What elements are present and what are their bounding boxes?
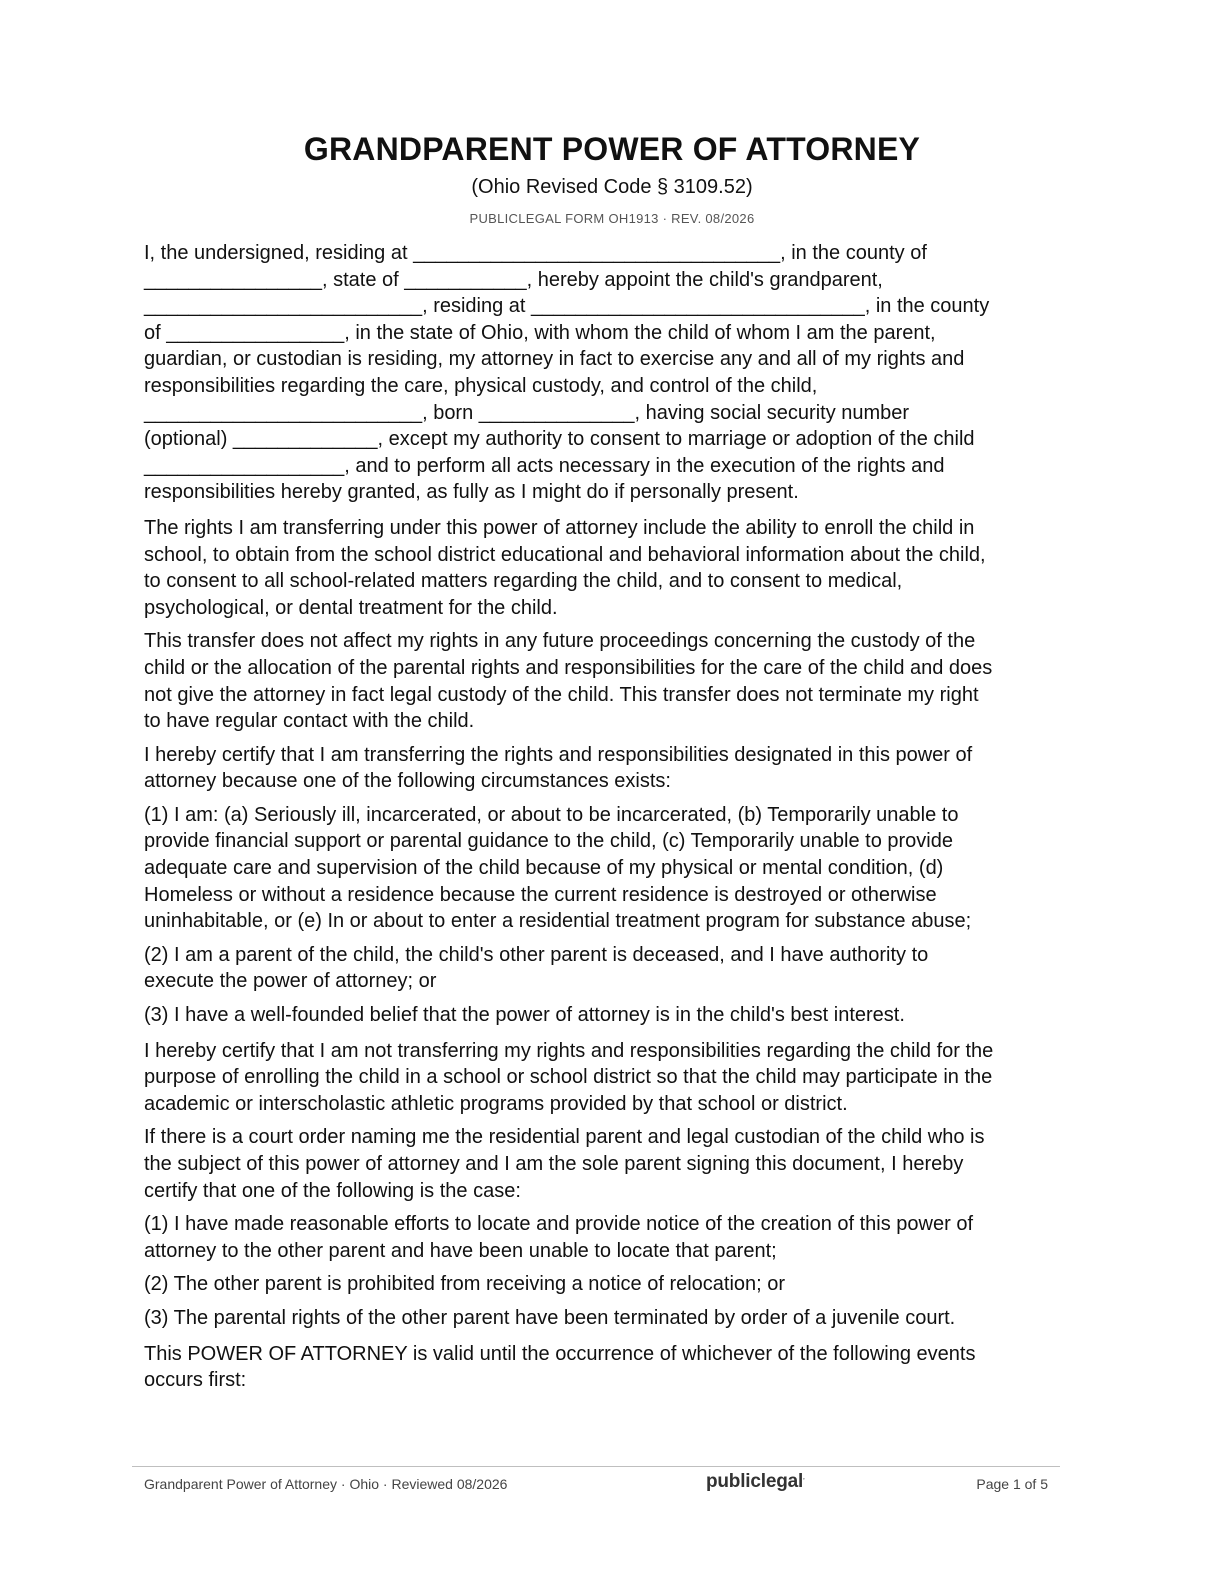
- circumstance-1: [144, 802, 1074, 935]
- text-line: Homeless or without a residence because the current residence is destroyed or otherwise: [144, 883, 937, 906]
- logo-mark-icon: ’: [803, 1477, 805, 1486]
- page-number: Page 1 of 5: [976, 1476, 1048, 1492]
- publiclegal-logo: [706, 1470, 805, 1494]
- footer-divider: [132, 1466, 1060, 1467]
- circumstance-2: [144, 942, 1074, 995]
- text-line: uninhabitable, or (e) In or about to enter a residential treatment program for substance abuse;: [144, 910, 972, 933]
- text-line: I hereby certify that I am not transferring my rights and responsibilities regarding the child for the: [144, 1039, 994, 1062]
- text-line: (1) I am: (a) Seriously ill, incarcerated, or about to be incarcerated, (b) Temporarily unable to: [144, 803, 959, 826]
- text-line: This transfer does not affect my rights in any future proceedings concerning the custody of the: [144, 630, 976, 653]
- text-line: execute the power of attorney; or: [144, 970, 437, 993]
- court-case-2: [144, 1271, 1074, 1298]
- text-line: The rights I am transferring under this power of attorney include the ability to enroll the child in: [144, 516, 975, 539]
- text-line: attorney because one of the following circumstances exists:: [144, 770, 671, 793]
- court-case-3: [144, 1305, 1074, 1332]
- text-line: _________________________, residing at ______________________________, in the county: [144, 295, 990, 318]
- appointment-paragraph: [144, 240, 1074, 506]
- text-line: _________________________, born ______________, having social security number: [144, 401, 910, 424]
- text-line: the subject of this power of attorney and I am the sole parent signing this document, I hereby: [144, 1153, 964, 1175]
- statute-citation: (Ohio Revised Code § 3109.52): [471, 176, 753, 198]
- text-line: provide financial support or parental guidance to the child, (c) Temporarily unable to provide: [144, 830, 953, 853]
- text-line: occurs first:: [144, 1369, 247, 1392]
- rights-paragraph: [144, 515, 1074, 621]
- text-line: This POWER OF ATTORNEY is valid until the occurrence of whichever of the following events: [144, 1342, 976, 1365]
- text-line: ________________, state of ___________, hereby appoint the child's grandparent,: [144, 268, 883, 291]
- text-line: (2) The other parent is prohibited from receiving a notice of relocation; or: [144, 1273, 786, 1296]
- text-line: (3) I have a well-founded belief that the power of attorney is in the child's best interest.: [144, 1004, 905, 1027]
- text-line: school, to obtain from the school district educational and behavioral information about the child,: [144, 543, 986, 566]
- transfer-effect-paragraph: [144, 628, 1074, 734]
- text-line: purpose of enrolling the child in a school or school district so that the child may participate in the: [144, 1066, 993, 1089]
- text-line: psychological, or dental treatment for the child.: [144, 596, 558, 619]
- text-line: certify that one of the following is the case:: [144, 1179, 521, 1202]
- document-title: GRANDPARENT POWER OF ATTORNEY: [303, 131, 921, 167]
- text-line: not give the attorney in fact legal custody of the child. This transfer does not terminate my right: [144, 683, 979, 706]
- text-line: responsibilities regarding the care, physical custody, and control of the child,: [144, 374, 818, 397]
- text-line: to consent to all school-related matters regarding the child, and to consent to medical,: [144, 570, 903, 593]
- text-line: (3) The parental rights of the other parent have been terminated by order of a juvenile court.: [144, 1306, 956, 1329]
- text-line: If there is a court order naming me the residential parent and legal custodian of the child who is: [144, 1126, 985, 1149]
- logo-wordmark: publiclegal: [706, 1471, 804, 1492]
- text-line: guardian, or custodian is residing, my attorney in fact to exercise any and all of my rights and: [144, 348, 965, 371]
- text-line: child or the allocation of the parental rights and responsibilities for the care of the child and does: [144, 656, 993, 679]
- text-line: __________________, and to perform all acts necessary in the execution of the rights and: [144, 454, 945, 477]
- form-identifier: PUBLICLEGAL FORM OH1913 · REV. 08/2026: [469, 211, 755, 226]
- footer-document-info: Grandparent Power of Attorney · Ohio · Reviewed 08/2026: [144, 1476, 508, 1492]
- document-body: [144, 240, 1074, 1401]
- text-line: adequate care and supervision of the child because of my physical or mental condition, (d): [144, 857, 944, 880]
- text-line: (1) I have made reasonable efforts to locate and provide notice of the creation of this power of: [144, 1213, 974, 1236]
- text-line: I hereby certify that I am transferring the rights and responsibilities designated in this power of: [144, 743, 973, 766]
- text-line: (optional) _____________, except my authority to consent to marriage or adoption of the child: [144, 428, 975, 451]
- text-line: (2) I am a parent of the child, the child's other parent is deceased, and I have authority to: [144, 943, 929, 966]
- school-enrollment-paragraph: [144, 1038, 1074, 1118]
- text-line: I, the undersigned, residing at _________________________________, in the county of: [144, 242, 927, 264]
- text-line: responsibilities hereby granted, as fully as I might do if personally present.: [144, 481, 799, 504]
- certification-paragraph: [144, 742, 1074, 795]
- court-case-1: [144, 1211, 1074, 1264]
- text-line: attorney to the other parent and have been unable to locate that parent;: [144, 1239, 777, 1262]
- court-order-paragraph: [144, 1124, 1074, 1204]
- validity-paragraph: [144, 1341, 1074, 1394]
- text-line: academic or interscholastic athletic programs provided by that school or district.: [144, 1092, 848, 1115]
- circumstance-3: [144, 1002, 1074, 1029]
- text-line: of ________________, in the state of Ohio, with whom the child of whom I am the parent,: [144, 321, 936, 344]
- text-line: to have regular contact with the child.: [144, 710, 475, 733]
